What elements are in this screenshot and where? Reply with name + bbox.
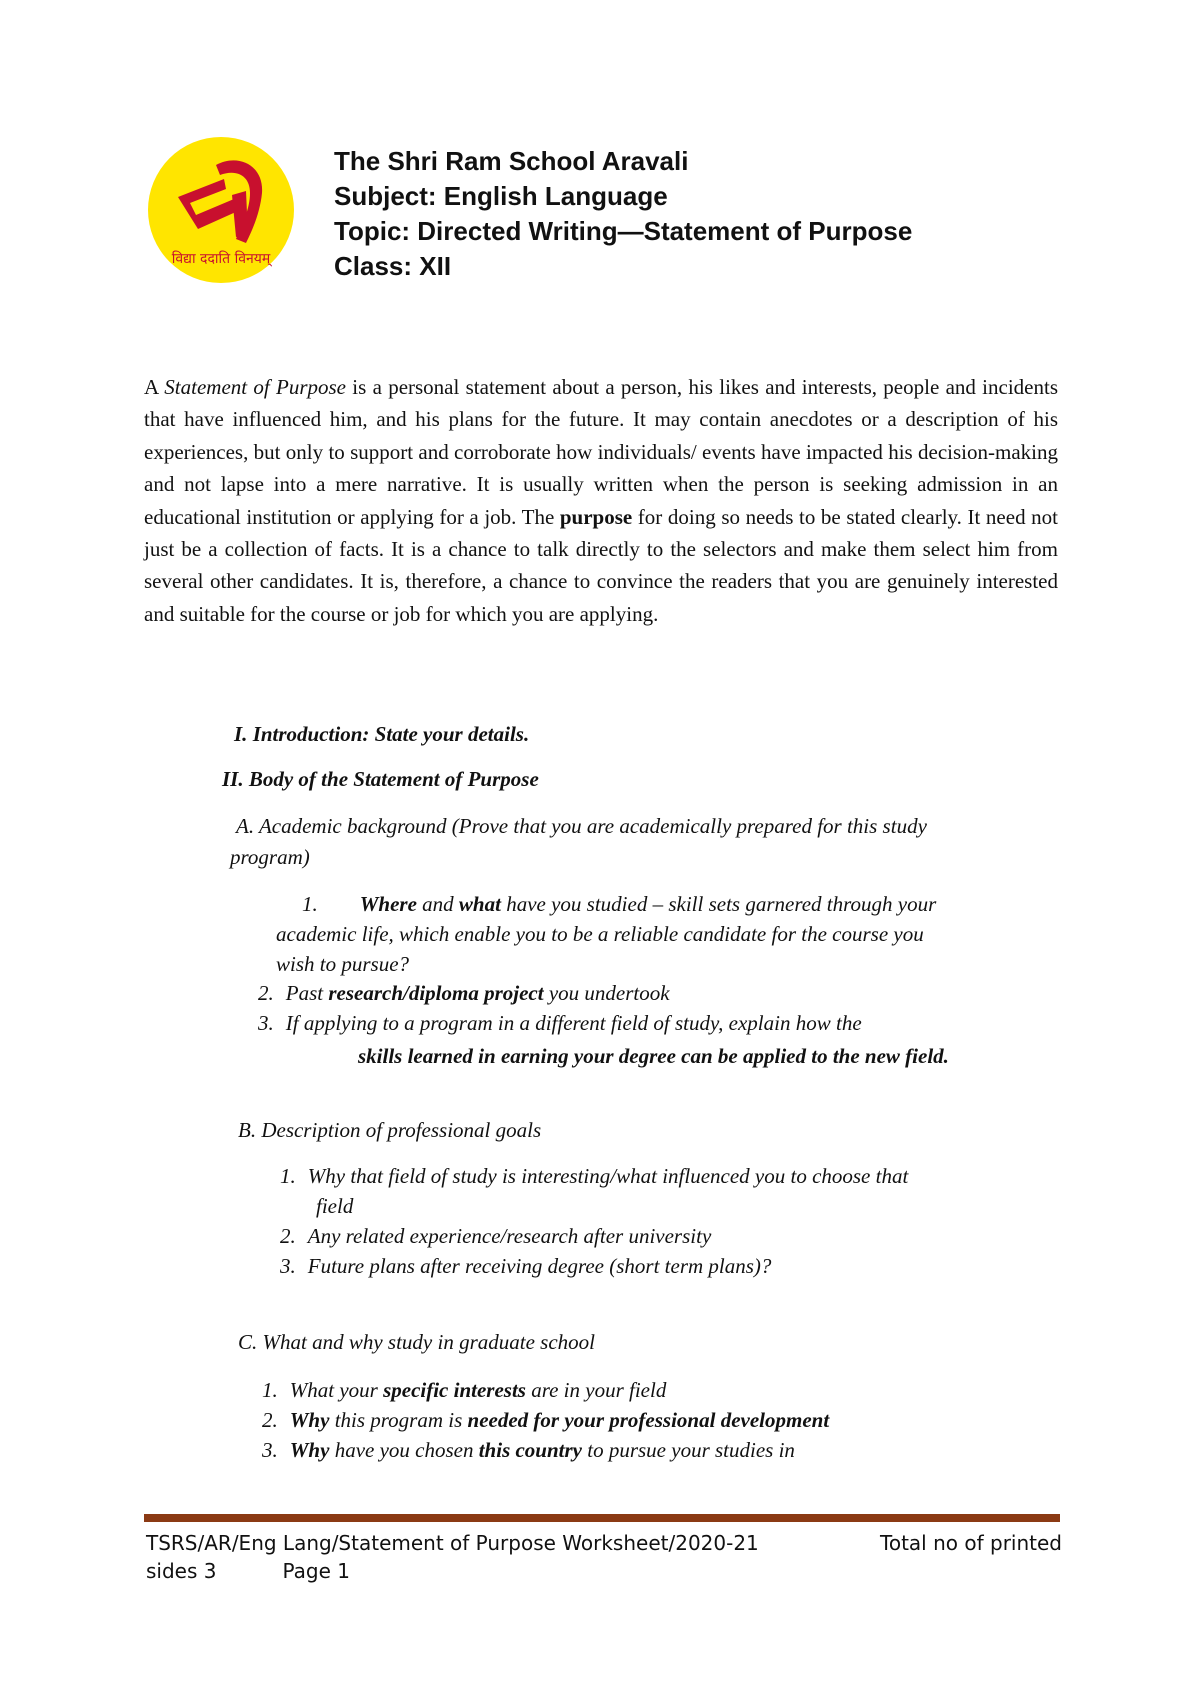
section-a-item-3-cont: skills learned in earning your degree can be applied to the new field. [358,1044,949,1068]
intro-paragraph [144,371,1058,630]
footer-sides: sides 3 [146,1559,217,1583]
item-number: 3. [280,1254,296,1278]
item-bold: Where [359,892,417,916]
item-text: have you chosen [329,1438,479,1462]
footer-row-1 [146,1529,1066,1557]
item-bold: what [458,892,501,916]
item-number: 1. [262,1378,278,1402]
outline-num: II. [222,767,249,791]
item-text: and [416,892,459,916]
section-b-item-1 [280,1164,1062,1189]
intro-term: Statement of Purpose [164,375,347,399]
outline-text: Introduction: State your details. [252,722,530,746]
item-text: Any related experience/research after university [307,1224,712,1248]
section-a-heading: A. Academic background (Prove that you are academically prepared for this study [236,814,927,838]
item-text: to pursue your studies in [582,1438,795,1462]
item-text: are in your field [525,1378,667,1402]
item-line [280,1164,908,1189]
subject-line: Subject: English Language [334,181,668,211]
outline-text: Body of the Statement of Purpose [248,767,539,791]
section-b-item-2 [280,1224,711,1249]
item-bold: specific interests [383,1378,526,1402]
footer-page-number: Page 1 [282,1559,350,1583]
item-text: If applying to a program in a different field of study, explain how the [285,1011,862,1035]
footer-total-label: Total no of printed [880,1531,1062,1555]
item-bold: this country [478,1438,582,1462]
item-bold: Why [289,1438,330,1462]
section-b-item-3 [280,1254,771,1279]
footer-row-2 [146,1557,1066,1585]
class-line: Class: XII [334,251,452,281]
section-a-item-1 [302,892,936,917]
item-bold: needed for your professional development [467,1408,830,1432]
school-logo [146,135,296,285]
item-text: this program is [329,1408,468,1432]
item-number: 2. [258,981,274,1005]
logo-motto: विद्या ददाति विनयम् [171,251,271,267]
section-c-heading: C. What and why study in graduate school [238,1330,595,1354]
school-name: The Shri Ram School Aravali [334,146,689,176]
section-a-item-1-cont: academic life, which enable you to be a reliable candidate for the course you [276,922,924,946]
section-c-item-2 [262,1408,829,1433]
intro-text-3: for doing so needs to be stated clearly. It need not just be a collection of facts. It is a chance to talk directly to the selectors and make them select him from several other candidates. It is, therefore, a chance to convince the readers that you are genuinely interested and suitable for the course or job for which you are applying. [144,504,1059,626]
topic-line: Topic: Directed Writing—Statement of Purpose [334,216,913,246]
section-c-item-3 [262,1438,795,1463]
item-number: 3. [258,1011,274,1035]
outline-body-heading [222,767,539,792]
item-text: Why that field of study is interesting/what influenced you to choose that [307,1164,909,1188]
item-text: Future plans after receiving degree (short term plans)? [307,1254,772,1278]
footer-rule [144,1514,1060,1522]
section-a-item-3 [258,1011,862,1036]
item-text: Past [285,981,329,1005]
logo-emblem-icon [146,135,296,285]
item-number: 1. [302,892,318,916]
item-number: 2. [262,1408,278,1432]
section-a-heading-cont: program) [230,845,310,869]
item-text: What your [289,1378,384,1402]
section-b-heading: B. Description of professional goals [238,1118,542,1142]
item-number: 1. [280,1164,296,1188]
section-b-item-1-cont: field [316,1194,354,1218]
document-header [334,144,912,284]
item-number: 3. [262,1438,278,1462]
section-a-item-2 [258,981,670,1006]
item-bold: Why [289,1408,330,1432]
item-number: 2. [280,1224,296,1248]
outline-introduction [234,722,529,747]
intro-purpose-word: purpose [559,504,633,529]
outline-num: I. [234,722,253,746]
item-text: you undertook [543,981,670,1005]
footer-doc-code: TSRS/AR/Eng Lang/Statement of Purpose Worksheet/2020-21 [146,1531,759,1555]
item-bold: research/diploma project [328,981,544,1005]
page-footer [146,1529,1066,1585]
item-text: have you studied – skill sets garnered through your [500,892,937,916]
section-a-item-1-cont: wish to pursue? [276,952,410,976]
section-c-item-1 [262,1378,666,1403]
intro-text-2: is a personal statement about a person, his likes and interests, people and incidents that have influenced him, and his plans for the future. It may contain anecdotes or a description of his experiences, but only to support and corroborate how individuals/ events have impacted his decision-making and not lapse into a mere narrative. It is usually written when the person is seeking admission in an educational institution or applying for a job. The [144,375,1058,529]
intro-text-1: A [144,375,165,399]
